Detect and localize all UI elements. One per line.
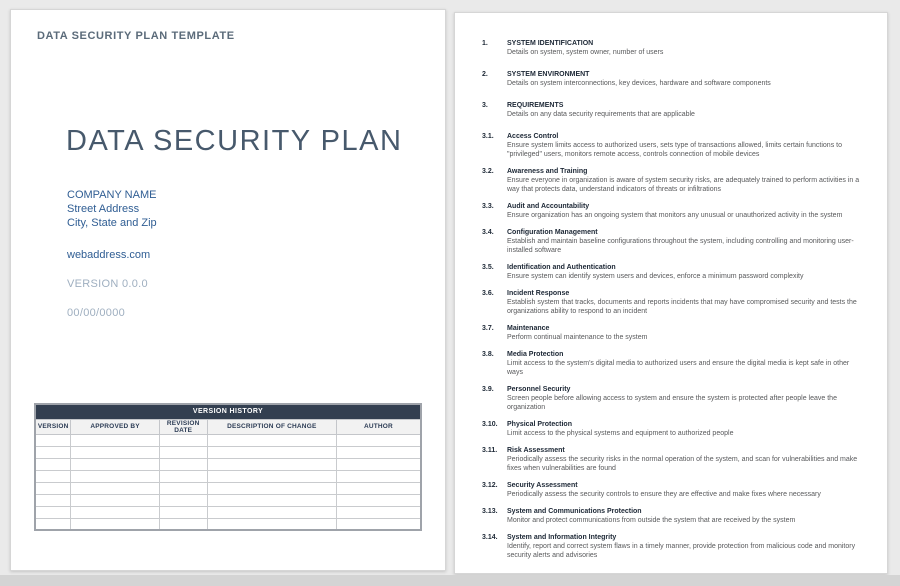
table-row [35, 506, 421, 518]
item-body: Periodically assess the security risks in the normal operation of the system, and scan for vulnerabilities and make fixes when vulnerabilities are found [507, 456, 858, 472]
numbered-list [482, 39, 866, 568]
table-cell [35, 458, 71, 470]
table-cell [336, 446, 421, 458]
item-body: Details on any data security requirements that are applicable [507, 111, 695, 118]
item-number: 3.3. [482, 203, 494, 210]
item-number: 3.10. [482, 421, 498, 428]
table-cell [336, 434, 421, 446]
company-name: COMPANY NAME [67, 189, 157, 201]
item-heading: System and Communications Protection [507, 508, 642, 515]
item-number: 3.12. [482, 482, 498, 489]
item-heading: Risk Assessment [507, 447, 565, 454]
list-item-2 [482, 70, 866, 88]
item-number: 3.13. [482, 508, 498, 515]
item-heading: Access Control [507, 133, 559, 140]
list-item-3-5 [482, 263, 866, 281]
item-body: Establish system that tracks, documents and reports incidents that may have compromised security and tests the organizations ability to respond to an incident [507, 299, 857, 315]
table-cell [71, 494, 159, 506]
item-number: 1. [482, 40, 488, 47]
table-cell [159, 518, 207, 530]
item-number: 3.11. [482, 447, 498, 454]
table-cell [207, 434, 336, 446]
document-title: DATA SECURITY PLAN [66, 125, 403, 157]
list-item-3-3 [482, 202, 866, 220]
item-number: 2. [482, 71, 488, 78]
table-cell [207, 506, 336, 518]
table-cell [159, 506, 207, 518]
table-cell [336, 494, 421, 506]
item-number: 3.9. [482, 386, 494, 393]
table-row [35, 458, 421, 470]
col-header-revision-date: REVISION DATE [159, 419, 207, 434]
item-number: 3.2. [482, 168, 494, 175]
item-heading: Security Assessment [507, 482, 578, 489]
table-cell [35, 434, 71, 446]
item-number: 3.4. [482, 229, 494, 236]
list-item-3-2 [482, 167, 866, 194]
table-cell [159, 494, 207, 506]
item-heading: System and Information Integrity [507, 534, 617, 541]
table-cell [71, 458, 159, 470]
version-history-table [34, 403, 422, 531]
item-body: Limit access to the system's digital media to authorized users and ensure the digital media is kept safe in other ways [507, 360, 850, 376]
item-heading: Media Protection [507, 351, 564, 358]
table-cell [336, 482, 421, 494]
item-heading: Configuration Management [507, 229, 598, 236]
item-number: 3.14. [482, 534, 498, 541]
item-number: 3.7. [482, 325, 494, 332]
list-item-3-11 [482, 446, 866, 473]
table-cell [159, 482, 207, 494]
item-body: Ensure system can identify system users and devices, enforce a minimum password complexity [507, 273, 804, 280]
table-row [35, 518, 421, 530]
desktop-bottom-band [0, 575, 900, 586]
table-row [35, 434, 421, 446]
item-body: Perform continual maintenance to the system [507, 334, 648, 341]
table-cell [159, 470, 207, 482]
table-cell [35, 506, 71, 518]
item-heading: Maintenance [507, 325, 550, 332]
item-heading: Personnel Security [507, 386, 571, 393]
table-row [35, 446, 421, 458]
item-body: Ensure organization has an ongoing system that monitors any unusual or unauthorized activity in the system [507, 212, 843, 219]
col-header-author: AUTHOR [336, 419, 421, 434]
list-item-3-9 [482, 385, 866, 412]
table-cell [207, 482, 336, 494]
table-row [35, 470, 421, 482]
item-body: Monitor and protect communications from outside the system that are received by the system [507, 517, 796, 524]
version-label: VERSION 0.0.0 [67, 278, 148, 290]
col-header-approved-by: APPROVED BY [71, 419, 159, 434]
date-label: 00/00/0000 [67, 307, 126, 319]
table-cell [207, 470, 336, 482]
table-header-row [35, 419, 421, 434]
item-body: Screen people before allowing access to system and ensure the system is protected after people leave the organization [507, 395, 837, 411]
table-cell [336, 458, 421, 470]
item-heading: Awareness and Training [507, 168, 588, 175]
table-cell [71, 506, 159, 518]
item-heading: Physical Protection [507, 421, 572, 428]
item-heading: Audit and Accountability [507, 203, 590, 210]
city-state-zip: City, State and Zip [67, 217, 157, 229]
item-heading: SYSTEM ENVIRONMENT [507, 71, 590, 78]
table-row [35, 482, 421, 494]
list-item-3-14 [482, 533, 866, 560]
col-header-description-of-change: DESCRIPTION OF CHANGE [207, 419, 336, 434]
requirements-page [454, 12, 888, 574]
list-item-3-8 [482, 350, 866, 377]
list-item-3-10 [482, 420, 866, 438]
item-number: 3.1. [482, 133, 494, 140]
item-body: Establish and maintain baseline configurations throughout the system, including controlling and monitoring user-installed software [507, 238, 854, 254]
table-cell [35, 482, 71, 494]
table-cell [159, 458, 207, 470]
table-cell [35, 494, 71, 506]
table-cell [207, 458, 336, 470]
list-item-3 [482, 101, 866, 119]
table-cell [71, 434, 159, 446]
table-cell [336, 470, 421, 482]
list-item-3-1 [482, 132, 866, 159]
col-header-version: VERSION [35, 419, 71, 434]
document-header: DATA SECURITY PLAN TEMPLATE [37, 30, 235, 42]
item-number: 3.8. [482, 351, 494, 358]
table-cell [71, 470, 159, 482]
item-number: 3.5. [482, 264, 494, 271]
list-item-3-7 [482, 324, 866, 342]
item-heading: Identification and Authentication [507, 264, 616, 271]
item-body: Details on system, system owner, number of users [507, 49, 664, 56]
table-cell [35, 518, 71, 530]
item-body: Details on system interconnections, key devices, hardware and software components [507, 80, 771, 87]
table-cell [159, 434, 207, 446]
item-body: Ensure system limits access to authorized users, sets type of transactions allowed, limits certain functions to "privileged" users, monitors remote access, controls connection of mobile devices [507, 142, 842, 158]
website-text: webaddress.com [67, 249, 151, 261]
item-heading: REQUIREMENTS [507, 102, 564, 109]
table-cell [71, 518, 159, 530]
list-item-1 [482, 39, 866, 57]
item-number: 3. [482, 102, 488, 109]
street-address: Street Address [67, 203, 140, 215]
table-cell [159, 446, 207, 458]
version-history-title: VERSION HISTORY [35, 404, 421, 419]
item-body: Periodically assess the security controls to ensure they are effective and make fixes where necessary [507, 491, 821, 498]
table-cell [35, 470, 71, 482]
list-item-3-12 [482, 481, 866, 499]
list-item-3-6 [482, 289, 866, 316]
item-body: Identify, report and correct system flaws in a timely manner, provide protection from malicious code and monitory security alerts and advisories [507, 543, 856, 559]
company-block [67, 188, 157, 230]
table-cell [336, 506, 421, 518]
table-cell [336, 518, 421, 530]
table-cell [71, 482, 159, 494]
cover-page [10, 9, 446, 571]
list-item-3-4 [482, 228, 866, 255]
item-number: 3.6. [482, 290, 494, 297]
table-cell [207, 494, 336, 506]
table-row [35, 494, 421, 506]
item-heading: Incident Response [507, 290, 570, 297]
table-cell [207, 446, 336, 458]
table-cell [71, 446, 159, 458]
item-body: Ensure everyone in organization is aware of system security risks, are adequately trained to perform activities in a way that protects data, understand indicators of threats or infiltrations [507, 177, 860, 193]
item-body: Limit access to the physical systems and equipment to authorized people [507, 430, 734, 437]
list-item-3-13 [482, 507, 866, 525]
item-heading: SYSTEM IDENTIFICATION [507, 40, 594, 47]
table-cell [207, 518, 336, 530]
table-cell [35, 446, 71, 458]
